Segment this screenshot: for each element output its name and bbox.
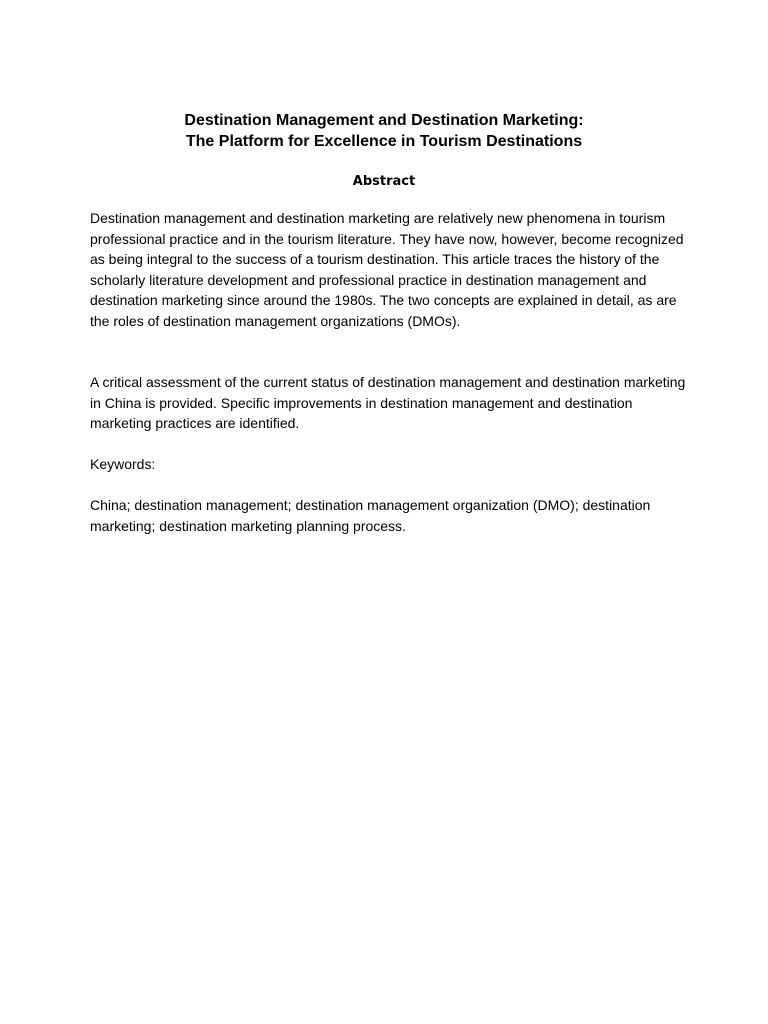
keywords-label: Keywords: [90, 456, 156, 472]
abstract-paragraph-1: Destination management and destination marketing are relatively new phenomena in tourism professional practice and in the tourism literature. They have now, however, become recognized as being integral to the success of a tourism destination. This article traces the history of the scholarly literature development and professional practice in destination management and destination marketing since around the 1980s. The two concepts are explained in detail, as are the roles of destination management organizations (DMOs). [90, 210, 684, 329]
paper-title [0, 110, 768, 152]
abstract-heading: Abstract [352, 174, 416, 189]
abstract-paragraph-2: A critical assessment of the current status of destination management and destination marketing in China is provided. Specific improvements in destination management and destination marketing practices are identified. [90, 374, 686, 431]
title-line-1: Destination Management and Destination Marketing: [184, 112, 584, 129]
title-line-2: The Platform for Excellence in Tourism Destinations [185, 133, 583, 150]
keywords-list: China; destination management; destination management organization (DMO); destination marketing; destination marketing planning process. [90, 497, 651, 534]
